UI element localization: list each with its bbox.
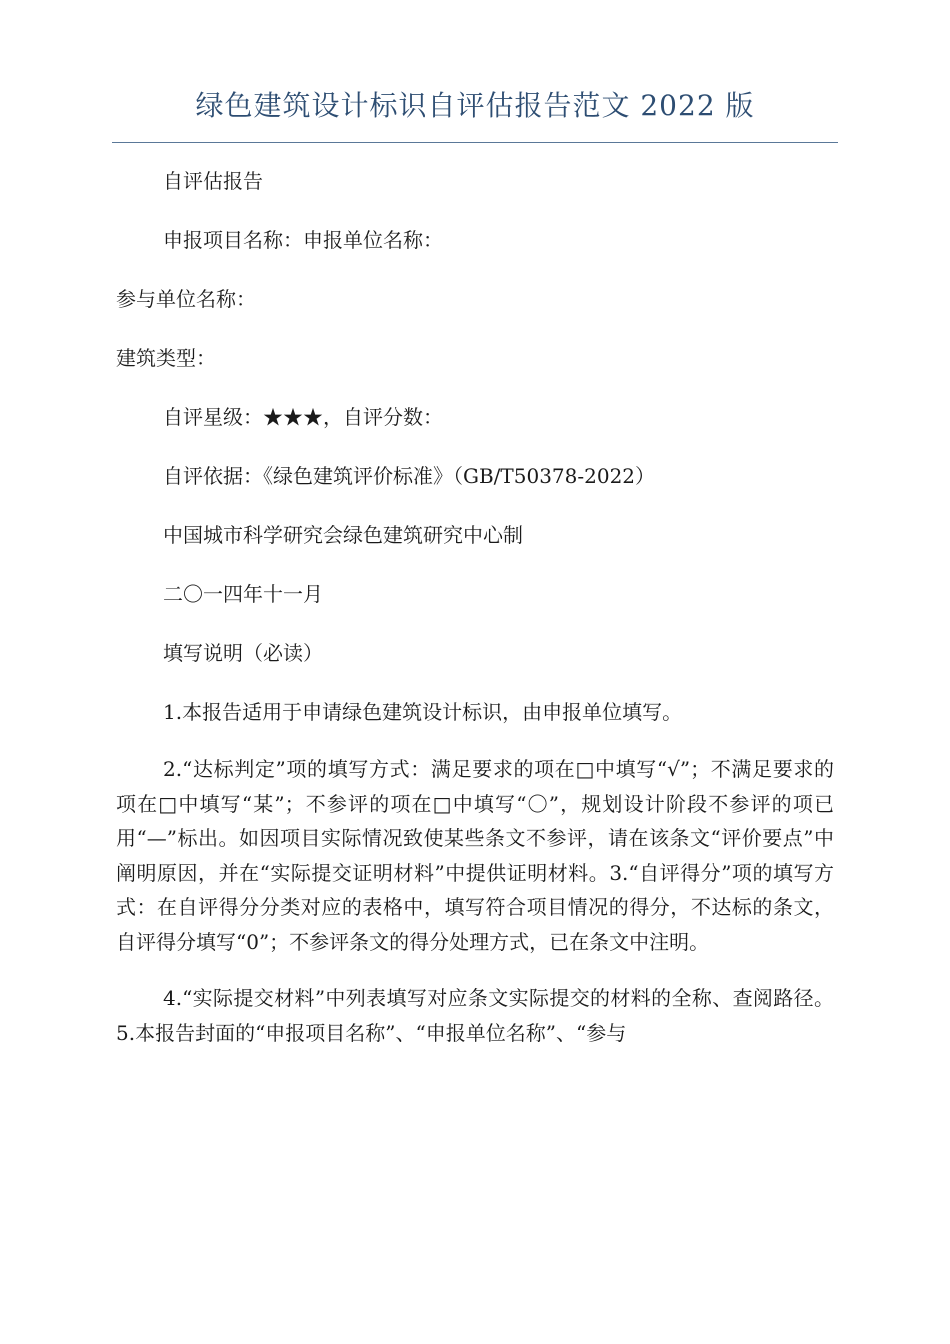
- line-self-rating: 自评星级：★★★，自评分数：: [163, 405, 443, 429]
- line-date: 二〇一四年十一月: [163, 582, 323, 606]
- line-participating-units: 参与单位名称：: [116, 287, 256, 311]
- line-building-type: 建筑类型：: [116, 346, 216, 370]
- line-evaluation-basis: 自评依据：《绿色建筑评价标准》（GB/T50378-2022）: [163, 464, 656, 488]
- document-body: [116, 162, 834, 1072]
- line-issuer: 中国城市科学研究会绿色建筑研究中心制: [163, 523, 523, 547]
- line-report-heading: 自评估报告: [163, 169, 263, 193]
- line-project-applicant: 申报项目名称：申报单位名称：: [163, 228, 443, 252]
- title-divider: [112, 142, 838, 143]
- paragraph-instructions-4-5: 4.“实际提交材料”中列表填写对应条文实际提交的材料的全称、查阅路径。5.本报告封面的“申报项目名称”、“申报单位名称”、“参与: [116, 986, 834, 1045]
- line-instruction-1: 1.本报告适用于申请绿色建筑设计标识，由申报单位填写。: [163, 700, 683, 724]
- document-title: 绿色建筑设计标识自评估报告范文 2022 版: [195, 89, 755, 122]
- paragraph-instructions-2-3: 2.“达标判定”项的填写方式：满足要求的项在□中填写“√”；不满足要求的项在□中填写“某”；不参评的项在□中填写“〇”，规划设计阶段不参评的项已用“—”标出。如因项目实际情况致使某些条文不参评，请在该条文“评价要点”中阐明原因，并在“实际提交证明材料”中提供证明材料。3.“自评得分”项的填写方式：在自评得分分类对应的表格中，填写符合项目情况的得分，不达标的条文，自评得分填写“0”；不参评条文的得分处理方式，已在条文中注明。: [116, 757, 834, 954]
- line-instructions-heading: 填写说明（必读）: [163, 641, 323, 665]
